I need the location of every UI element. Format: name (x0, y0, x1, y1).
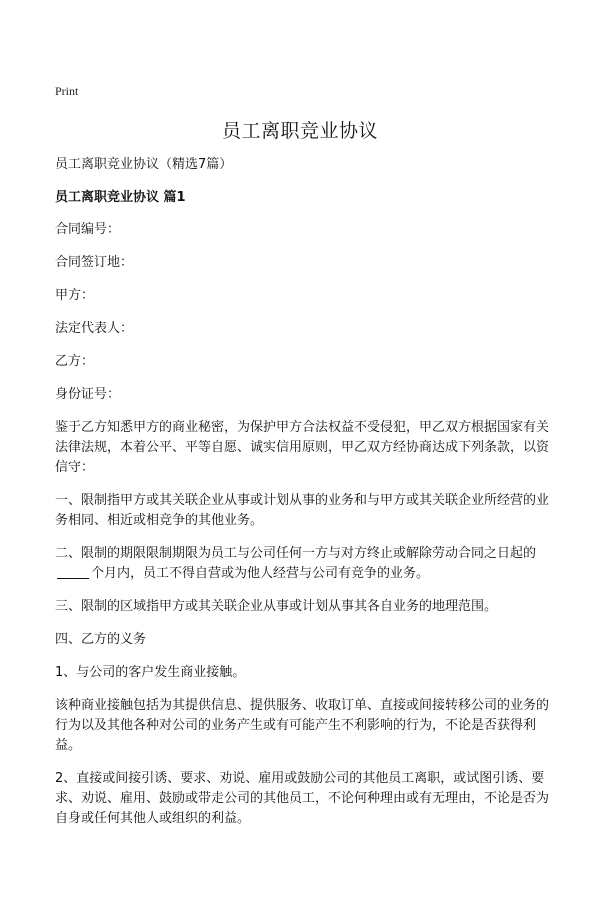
print-label: Print (55, 84, 79, 98)
intro-line: 员工离职竞业协议（精选7篇） (55, 157, 233, 172)
item-1-detail: 该种商业接触包括为其提供信息、提供服务、收取订单、直接或间接转移公司的业务的行为以及其他各种对公司的业务产生或有可能产生不利影响的行为，不论是否获得利益。 (55, 698, 550, 753)
field-legal-rep: 法定代表人： (55, 321, 134, 336)
field-party-a: 甲方： (55, 288, 95, 303)
field-party-b: 乙方： (55, 354, 95, 369)
field-contract-no: 合同编号： (55, 222, 121, 237)
clause-2 (55, 544, 552, 584)
section-heading: 员工离职竞业协议 篇1 (55, 190, 186, 205)
document-body (55, 155, 552, 842)
item-1: 1、与公司的客户发生商业接触。 (55, 665, 246, 680)
field-id-no: 身份证号： (55, 387, 121, 402)
clause-4: 四、乙方的义务 (55, 632, 147, 647)
item-2: 2、直接或间接引诱、要求、劝说、雇用或鼓励公司的其他员工离职，或试图引诱、要求、劝说、雇用、鼓励或带走公司的其他员工，不论何种理由或有无理由，不论是否为自身或任何其他人或组织的利益。 (55, 771, 550, 826)
clause-2-blank (57, 565, 89, 579)
clause-2-before: 二、限制的期限限制期限为员工与公司任何一方与对方终止或解除劳动合同之日起的 (55, 546, 537, 561)
document-title: 员工离职竞业协议 (221, 120, 378, 142)
clause-3: 三、限制的区域指甲方或其关联企业从事或计划从事其各自业务的地理范围。 (55, 599, 498, 614)
field-sign-place: 合同签订地： (55, 255, 134, 270)
preamble-paragraph: 鉴于乙方知悉甲方的商业秘密，为保护甲方合法权益不受侵犯，甲乙双方根据国家有关法律法规，本着公平、平等自愿、诚实信用原则，甲乙双方经协商达成下列条款，以资信守： (55, 420, 550, 475)
clause-2-after: 个月内，员工不得自营或为他人经营与公司有竞争的业务。 (91, 566, 430, 581)
clause-1: 一、限制指甲方或其关联企业从事或计划从事的业务和与甲方或其关联企业所经营的业务相同、相近或相竞争的其他业务。 (55, 493, 550, 528)
